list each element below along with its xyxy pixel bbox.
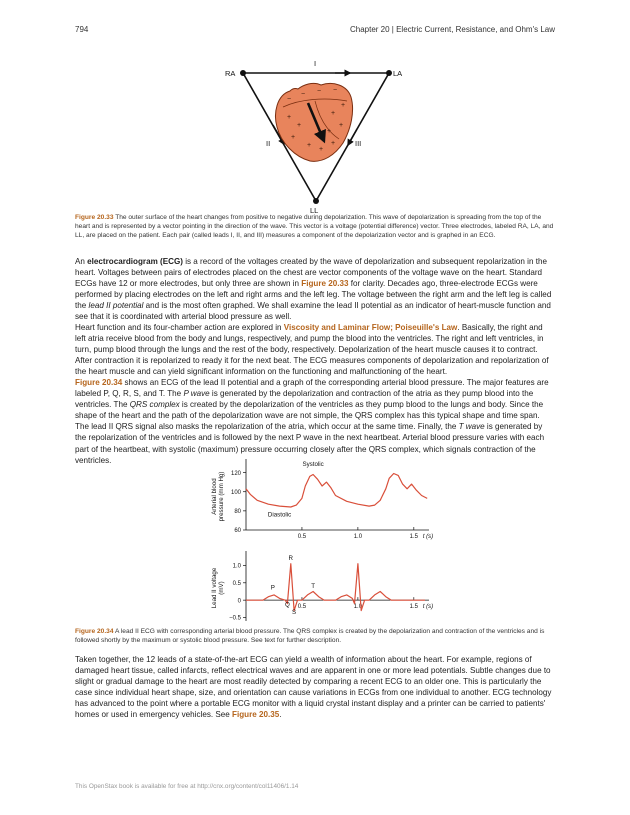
figure-20-33-caption [75,213,555,241]
chart-1-ytick-label: −0.5 [229,615,241,622]
paragraph-twelve-leads [75,654,555,721]
p3-emphasis-3: T wave [458,422,485,432]
chart-0-ytick-label: 120 [230,470,241,477]
p2-text-2: . Basically, the right and left atria receive blood from the body and lungs, respectively, and pump the blood into the ventricles. The right and left ventricles, in turn, pump blood through the lungs and the rest of the body, respectively. Depolarization of the heart muscle causes it to contract. After contraction it is repolarized to ready it for the next beat. The ECG measures components of depolarization and repolarization of the heart muscle and can yield significant information on the functioning and malfunctioning of the heart. [75,323,549,377]
chart-0-xlabel: t (s) [422,534,434,540]
chart-1-annotation: Q [284,601,290,609]
svg-text:−: − [333,87,338,94]
figure-20-33-caption-label: Figure 20.33 [75,214,114,221]
p1-text-3: for clarity. Decades ago, three-electrode ECGs were performed by placing electrodes on the left and right arms and the left leg. The voltage between the right arm and the left leg is called the [75,279,552,311]
p1-bold-term: electrocardiogram (ECG) [87,257,183,266]
paragraph-ecg-intro [75,256,555,323]
svg-text:+: + [291,134,296,141]
p3-text-3: is created by the depolarization of the ventricles as they pump blood to the lungs and body. Since the shape of the heart and the path of the depolarization wave are not simple, the QRS complex has this typical shape and time span. The lead II QRS signal also masks the repolarization of the atria, which occur at the same time. Finally, the [75,400,544,432]
p4-text-2: . [279,710,282,720]
paragraph-heart-function [75,322,555,377]
svg-text:+: + [331,110,336,117]
chart-1-ytick-label: 0.5 [232,580,241,587]
ra-electrode [240,70,246,76]
figure-20-33 [215,55,415,215]
svg-text:+: + [319,146,324,153]
p1-figure-link[interactable]: Figure 20.33 [301,279,349,289]
chart-0-annotation: Systolic [302,460,324,468]
svg-text:−: − [317,88,322,95]
p1-text-4: and is the most often graphed. We shall examine the lead II potential as an indicator of heart-muscle function and see that it is coordinated with arterial blood pressure as well. [75,301,551,322]
chart-0-ytick-label: 60 [234,528,241,535]
chart-0-ylabel: Arterial bloodpressure (mm Hg) [211,471,225,522]
figure-20-34 [200,455,440,625]
p1-emphasis: lead II potential [88,301,144,311]
chart-1-ytick-label: 1.0 [232,563,241,570]
page-number: 794 [75,25,89,34]
p3-text-2: is generated by the depolarization and contraction of the atria as they pump blood into the ventricles. The [75,389,534,410]
chart-1-xtick-label: 1.0 [353,604,363,611]
svg-text:+: + [339,122,344,129]
p2-text-1: Heart function and its four-chamber action are explored in [75,323,284,332]
svg-text:+: + [307,142,312,149]
svg-text:−: − [301,91,306,98]
chart-1-annotation: S [292,609,297,617]
la-electrode [386,70,392,76]
chart-1-annotation: R [288,555,293,563]
p2-section-link[interactable]: Viscosity and Laminar Flow; Poiseuille's Law [283,323,458,332]
chart-0-annotation: Diastolic [267,511,292,519]
paragraph-ecg-features [75,377,555,466]
figure-20-34-caption [75,627,555,645]
figure-20-34-caption-text: A lead II ECG with corresponding arterial blood pressure. The QRS complex is created by the depolarization and contraction of the ventricles and is followed shortly by the maximum or systolic blood pressure. See text for further description. [75,628,545,645]
chart-1-ylabel: Lead II voltage(mV) [211,567,225,609]
p4-text-1: Taken together, the 12 leads of a state-of-the-art ECG can yield a wealth of information about the heart. For example, regions of damaged heart tissue, called infarcts, reflect electrical waves and are apparent in one or more lead potentials. Subtle changes due to slight or gradual damage to the heart are most readily detected by comparing a recent ECG to an older one. This is particularly the case since individual heart shape, size, and orientation can cause variations in ECGs from one individual to another. ECG technology has advanced to the point where a portable ECG monitor with a liquid crystal instant display and a printer can be carried to patients' homes or used in emergency vehicles. See [75,655,552,720]
p3-text-1: shows an ECG of the lead II potential and a graph of the corresponding arterial blood pressure. The major features are labeled P, Q, R, S, and T. The [75,378,549,399]
svg-text:+: + [331,140,336,147]
svg-text:+: + [327,128,332,135]
ra-label: RA [225,69,236,78]
p3-emphasis-1: P wave [183,389,210,399]
ll-electrode [313,198,319,204]
chart-0-ytick-label: 100 [230,489,241,496]
ll-label: LL [310,206,319,215]
p3-figure-link[interactable]: Figure 20.34 [75,378,123,387]
chart-0-xtick-label: 1.5 [409,534,418,540]
chart-0-series-line [246,474,427,508]
chart-0-xtick-label: 1.0 [353,534,363,540]
figure-20-33-caption-text: The outer surface of the heart changes from positive to negative during depolarization. This wave of depolarization is spreading from the top of the heart and is represented by a vector pointing in the direction of the wave. This vector is a voltage (potential difference) vector. Three electrodes, labeled RA, LA, and LL, are placed on the patient. Each pair (called leads I, II, and III) measures a component of the depolarization vector and is graphed in an ECG. [75,214,554,240]
chart-1-annotation: P [270,584,275,592]
svg-text:+: + [287,114,292,121]
chart-0-xtick-label: 0.5 [297,534,307,540]
chart-1-annotation: T [311,583,316,590]
lead-ii-label: II [266,139,271,148]
p1-text-2: is a record of the voltages created by the wave of depolarization and subsequent repolarization in the heart. Voltages between pairs of electrodes placed on the chest are vector components of the voltage wave on the heart. Standard ECGs have 12 or more electrodes, but only three are shown in [75,257,547,289]
chart-1-xtick-label: 0.5 [297,604,307,611]
la-label: LA [393,69,403,78]
chart-1-ytick-label: 0 [237,598,241,605]
chapter-title: Chapter 20 | Electric Current, Resistance, and Ohm's Law [349,25,555,34]
svg-text:+: + [297,122,302,129]
p3-emphasis-2: QRS complex [129,400,180,410]
footer-note: This OpenStax book is available for free at http://cnx.org/content/col11406/1.14 [75,783,299,790]
svg-text:−: − [287,96,292,103]
figure-20-34-caption-label: Figure 20.34 [75,628,114,635]
chart-0-ytick-label: 80 [234,509,241,516]
chart-1-xlabel: t (s) [422,604,434,611]
p4-figure-link[interactable]: Figure 20.35 [232,710,280,720]
chart-1-xtick-label: 1.5 [409,604,418,611]
lead-i-label: I [314,59,317,68]
p3-text-4: is generated by the repolarization of the ventricles and is followed by the next P wave in the next heartbeat. Arterial blood pressure varies with each part of the heartbeat, with systolic (maximum) pressure occurring closely after the QRS complex, which signals contraction of the ventricles. [75,422,545,465]
p1-text-1: An [75,257,88,266]
lead-iii-label: III [355,139,362,148]
svg-text:+: + [341,102,346,109]
